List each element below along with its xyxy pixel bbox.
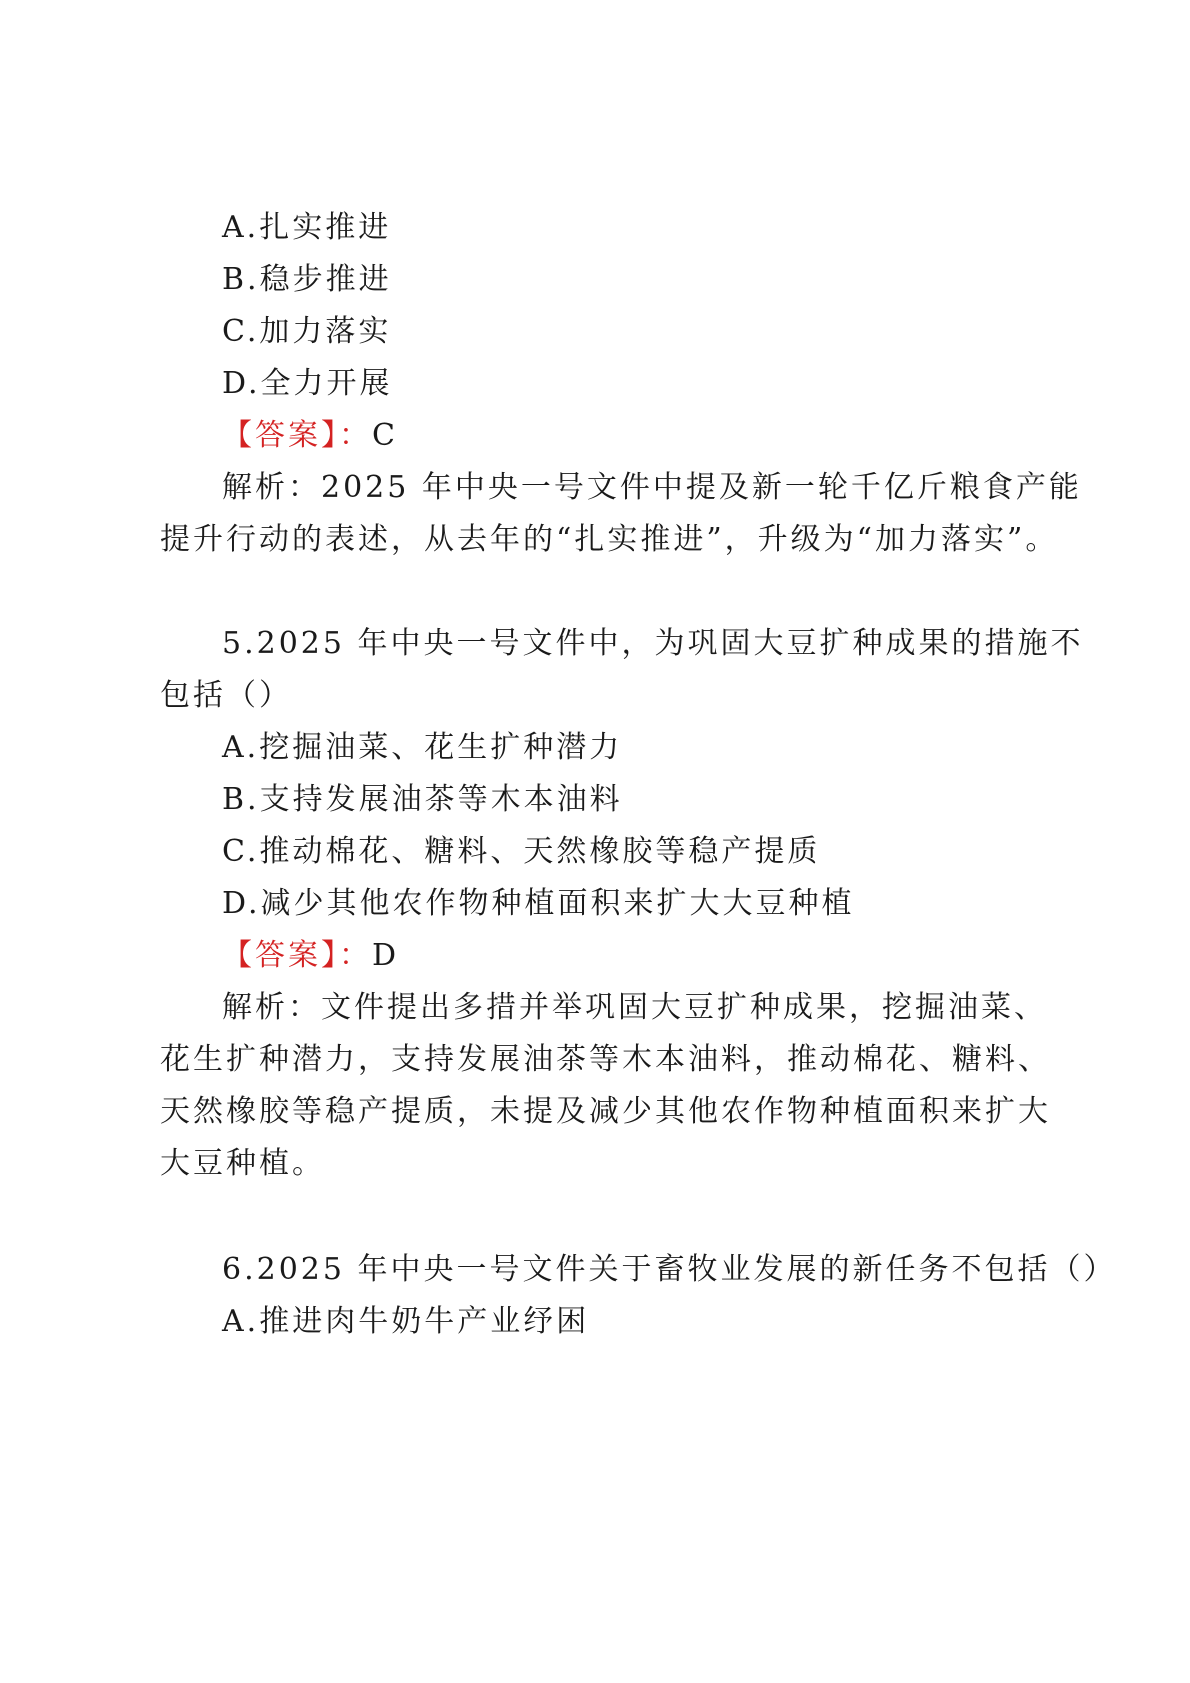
q5-stem-line-1: 5.2025 年中央一号文件中，为巩固大豆扩种成果的措施不: [222, 626, 1084, 661]
q6-option-a: A.推进肉牛奶牛产业纾困: [222, 1304, 590, 1339]
q5-analysis-line-1: 解析：文件提出多措并举巩固大豆扩种成果，挖掘油菜、: [222, 990, 1047, 1025]
q5-option-c: C.推动棉花、糖料、天然橡胶等稳产提质: [222, 834, 821, 869]
q4-answer: [0, 408, 1190, 464]
q5-option-a: A.挖掘油菜、花生扩种潜力: [222, 730, 623, 765]
q5-answer-value: D: [372, 938, 400, 973]
q5-option-b: B.支持发展油茶等木本油料: [222, 782, 623, 817]
q5-answer: [0, 928, 1190, 984]
q5-analysis-line-2: 花生扩种潜力，支持发展油茶等木本油料，推动棉花、糖料、: [160, 1042, 1051, 1077]
q5-option-d: D.减少其他农作物种植面积来扩大大豆种植: [222, 886, 855, 921]
q4-analysis-line-2: 提升行动的表述，从去年的“扎实推进”，升级为“加力落实”。: [160, 522, 1059, 557]
q4-option-d: D.全力开展: [222, 366, 393, 401]
q4-answer-tag: 【答案】：: [222, 418, 372, 453]
q5-stem-line-2: 包括（）: [160, 678, 292, 713]
q4-answer-value: C: [372, 418, 398, 453]
q5-analysis-line-4: 大豆种植。: [160, 1146, 325, 1181]
q5-analysis-line-3: 天然橡胶等稳产提质，未提及减少其他农作物种植面积来扩大: [160, 1094, 1051, 1129]
q5-answer-tag: 【答案】：: [222, 938, 372, 973]
q4-option-b: B.稳步推进: [222, 262, 392, 297]
q4-option-a: A.扎实推进: [222, 210, 392, 245]
q6-stem-line-1: 6.2025 年中央一号文件关于畜牧业发展的新任务不包括（）: [222, 1252, 1117, 1287]
q4-option-c: C.加力落实: [222, 314, 392, 349]
q4-analysis-line-1: 解析：2025 年中央一号文件中提及新一轮千亿斤粮食产能: [222, 470, 1082, 505]
